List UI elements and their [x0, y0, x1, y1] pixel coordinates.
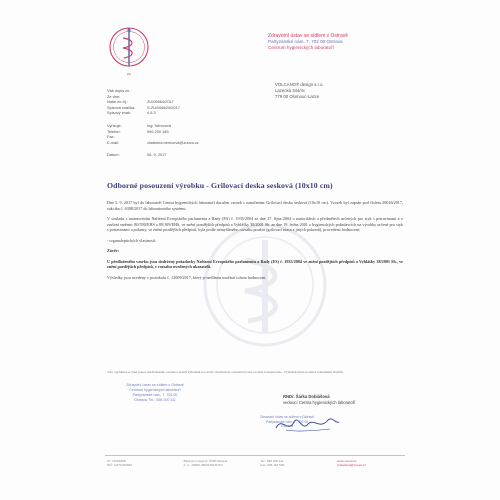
recipient-street: Lazecká 344/4c — [275, 88, 306, 93]
body-paragraph: - organoleptických vlastností. — [107, 237, 157, 243]
recipient-address — [275, 82, 395, 100]
footer-column: Bankovní spojení: ČNB Ostrava č. ú.: 10006-36634761/0710 — [183, 459, 228, 468]
meta-row: Telefon: 596 200 185 — [107, 128, 169, 134]
document-body — [107, 200, 403, 285]
meta-date-row: Datum: 06. 9. 2017 — [107, 152, 167, 158]
meta-row: Váš dopis zn.: — [107, 88, 132, 93]
reference-metadata — [107, 88, 267, 158]
body-paragraph: V souladu s ustanovením Nařízení Evropského parlamentu a Rady (ES) č. 1935/2004 ze dne 27. října 2004 o materiálech a předmětech určených pro styk s potravinami a o zrušení směrnic 80/590/EHS a 89/109/EHS, ve znění pozdějších předpisů a Vyhlášky 38/2001 Sb. ze dne 19. ledna 2001 o hygienických požadavcích na výrobky určené pro styk s potravinami a pokrmy, ve znění pozdějších předpisů, byla podle nemyšleného rozsahu použití (grilovací masa a jiných pokrmů), provedeno hodnocení: — [107, 216, 403, 233]
meta-row: Spisová značka: S-ZU/06662/02017 — [107, 104, 180, 110]
conclusion-paragraph: U předloženého vzorku jsou dodrženy požadavky Nařízení Evropského parlamentu a Rady (ES) č. 1935/2004 ve znění pozdějších předpisů a Vyhlášky 38/2001 Sb., ve znění pozdějších předpisů, v rozsahu uvedených ukazatelů. — [107, 258, 403, 270]
footer-divider — [105, 455, 405, 456]
institution-logo — [108, 16, 150, 78]
institution-address: Partyzánské nám. 7, 702 00 Ostrava — [268, 39, 343, 45]
institution-header — [268, 33, 418, 52]
signer-block — [283, 394, 413, 406]
footer-column: www.zuova.cz podatelna@zuova.cz — [336, 459, 366, 468]
meta-row: Vyřizuje: Ing. Němcová — [107, 122, 172, 128]
meta-row: Naše zn./čj.: ZU/06664/2017 — [107, 99, 174, 105]
institution-name: Zdravotní ústav se sídlem v Ostravě — [268, 33, 349, 39]
meta-row: Spisový znak: 4.5.3 — [107, 110, 156, 116]
recipient-name: VOLCANO® design s.r.o. — [275, 82, 324, 87]
signer-role: vedoucí Centra hygienických laboratoří — [283, 399, 356, 405]
footer-column: Tel.: 596 200 111 Fax: 596 118 500 — [260, 459, 285, 468]
institution-department: Centrum hygienických laboratoří — [268, 45, 334, 51]
meta-row: E-mail: vladimira.nemcova@zuova.cz — [107, 139, 199, 145]
body-paragraph: Dne 5. 9. 2017 byl do laboratoří Centra hygienických laboratoří doručen vzorek s označením: Grilovací deska sesková (10x10 cm). Vzorek byl zapsán pod číslem 20026/2017, sukcika č. 6388/2017 do laboratorního systému. — [107, 200, 403, 211]
signer-name: RNDr. Šárka Dobiášová — [283, 394, 330, 399]
department-stamp: Zdravotní ústav se sídlem v Ostravě Partyzánské nám. 7, 702 00 Ostrava — [259, 415, 315, 429]
conclusion-label: Závěr: — [107, 248, 119, 254]
page-footer — [107, 459, 407, 468]
footer-note: Toto vyjádření se týká pouze předloženého vzorku a slouží výhradně pro účely objednatele a nesmí být bez svolení zveřejňováno. Výsledek nelze použít k reklamním účelům. — [107, 370, 344, 374]
meta-row: Fax: — [107, 134, 115, 140]
institution-stamp: Zdravotní ústav se sídlem v Ostravě Centrum hygienických laboratoří Partyzánské nám. 7, 702 00 Ostrava, Tel.: 596 200 111 — [126, 383, 184, 402]
meta-row: Ze dne: — [107, 93, 121, 99]
document-title: Odborné posouzení výrobku - Grilovací deska sesková (10x10 cm) — [107, 181, 333, 190]
body-paragraph: Výsledky jsou uvedeny v protokolu č. 12009/2017, který je nedílnou součástí tohoto hodnocení. — [107, 274, 267, 280]
footer-column: IČ: 71009396 DIČ: CZ71009396 — [107, 459, 132, 468]
svg-text:ZU: ZU — [126, 72, 132, 76]
recipient-city: 779 00 Olomouc-Lazce — [275, 94, 320, 99]
